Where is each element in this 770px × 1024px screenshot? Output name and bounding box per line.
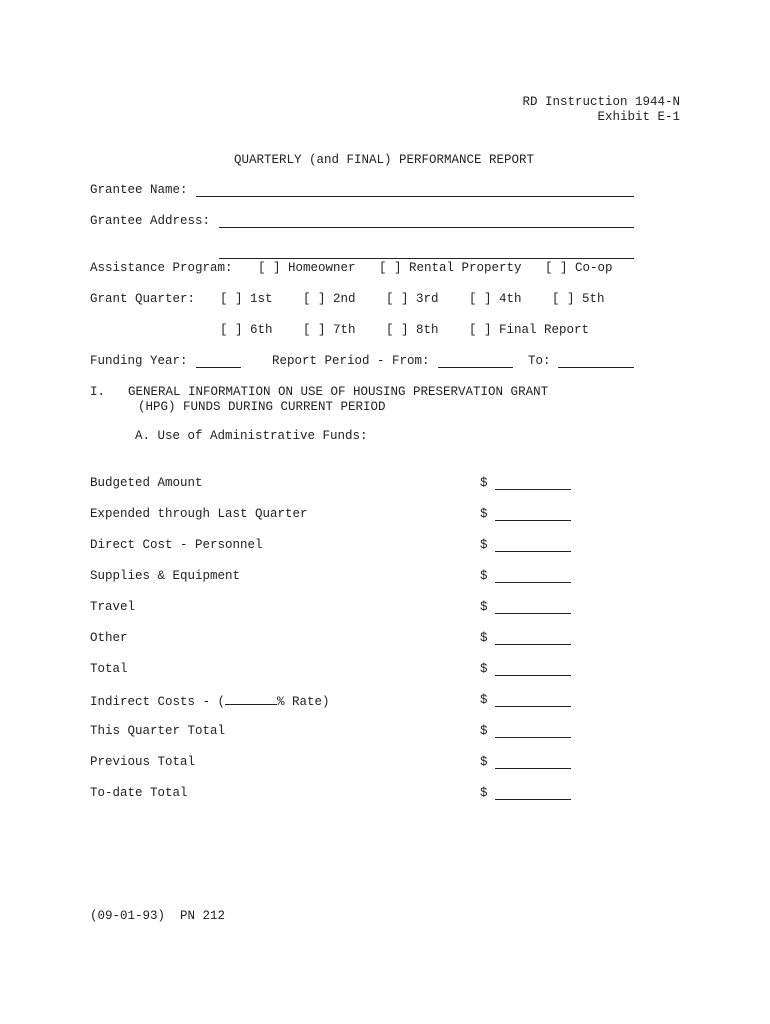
amount-field[interactable] [495,520,571,521]
checkbox-quarter-3rd[interactable]: [ ] 3rd [386,292,439,306]
line-item-label [90,662,128,677]
checkbox-quarter-7th[interactable]: [ ] 7th [303,323,356,337]
checkbox-quarter-6th[interactable]: [ ] 6th [220,323,273,337]
amount-field[interactable] [495,768,571,769]
checkbox-quarter-4th[interactable]: [ ] 4th [469,292,522,306]
line-item-label [90,724,225,739]
amount-field[interactable] [495,613,571,614]
section-number: I. [90,385,106,399]
indirect-rate-field[interactable] [225,693,277,705]
line-item-text: Other [90,631,128,645]
currency-symbol: $ [480,569,488,583]
exhibit-label: Exhibit E-1 [597,110,680,124]
line-item-text: Expended through Last Quarter [90,507,308,521]
amount-field[interactable] [495,675,571,676]
checkbox-quarter-8th[interactable]: [ ] 8th [386,323,439,337]
grantee-address-label: Grantee Address: [90,214,211,228]
amount-field[interactable] [495,551,571,552]
currency-symbol: $ [480,476,488,490]
section-heading-line1: GENERAL INFORMATION ON USE OF HOUSING PRESERVATION GRANT [128,385,549,399]
funding-year-label: Funding Year: [90,354,188,368]
line-item-text: Budgeted Amount [90,476,203,490]
line-item-text: Travel [90,600,136,614]
line-item-label [90,786,188,801]
section-subheading: A. Use of Administrative Funds: [135,429,368,443]
grantee-address-field-line2[interactable] [219,258,634,259]
instruction-number: RD Instruction 1944-N [522,95,680,109]
currency-symbol: $ [480,538,488,552]
amount-field[interactable] [495,737,571,738]
currency-symbol: $ [480,631,488,645]
line-item-text: To-date Total [90,786,188,800]
currency-symbol: $ [480,662,488,676]
line-item-text: Indirect Costs - ( [90,695,226,709]
line-item-text: Supplies & Equipment [90,569,241,583]
report-period-to-label: To: [528,354,551,368]
grant-quarter-label: Grant Quarter: [90,292,196,306]
assistance-program-label: Assistance Program: [90,261,233,275]
line-item-label [90,476,203,491]
amount-field[interactable] [495,706,571,707]
line-item-text: Direct Cost - Personnel [90,538,263,552]
funding-year-field[interactable] [196,367,241,368]
line-item-label [90,693,330,710]
form-title: QUARTERLY (and FINAL) PERFORMANCE REPORT [234,153,535,167]
checkbox-quarter-2nd[interactable]: [ ] 2nd [303,292,356,306]
section-heading-line2: (HPG) FUNDS DURING CURRENT PERIOD [138,400,386,414]
amount-field[interactable] [495,799,571,800]
amount-field[interactable] [495,644,571,645]
checkbox-final-report[interactable]: [ ] Final Report [469,323,590,337]
currency-symbol: $ [480,507,488,521]
line-item-label [90,755,195,770]
currency-symbol: $ [480,724,488,738]
line-item-label [90,538,263,553]
currency-symbol: $ [480,693,488,707]
checkbox-co-op[interactable]: [ ] Co-op [545,261,613,275]
grantee-name-field[interactable] [196,196,634,197]
checkbox-quarter-5th[interactable]: [ ] 5th [552,292,605,306]
line-item-label [90,600,135,615]
line-item-text: Previous Total [90,755,196,769]
currency-symbol: $ [480,786,488,800]
line-item-label [90,507,308,522]
amount-field[interactable] [495,582,571,583]
amount-field[interactable] [495,489,571,490]
grantee-address-field-line1[interactable] [219,227,634,228]
indirect-rate-suffix: % Rate) [277,695,330,709]
currency-symbol: $ [480,755,488,769]
report-period-from-field[interactable] [438,367,513,368]
line-item-text: This Quarter Total [90,724,226,738]
checkbox-rental-property[interactable]: [ ] Rental Property [379,261,522,275]
grantee-name-label: Grantee Name: [90,183,188,197]
currency-symbol: $ [480,600,488,614]
line-item-text: Total [90,662,128,676]
line-item-label [90,631,128,646]
report-period-from-label: Report Period - From: [272,354,430,368]
checkbox-quarter-1st[interactable]: [ ] 1st [220,292,273,306]
checkbox-homeowner[interactable]: [ ] Homeowner [258,261,356,275]
line-item-label [90,569,240,584]
footer-code: (09-01-93) PN 212 [90,909,226,923]
report-period-to-field[interactable] [558,367,634,368]
